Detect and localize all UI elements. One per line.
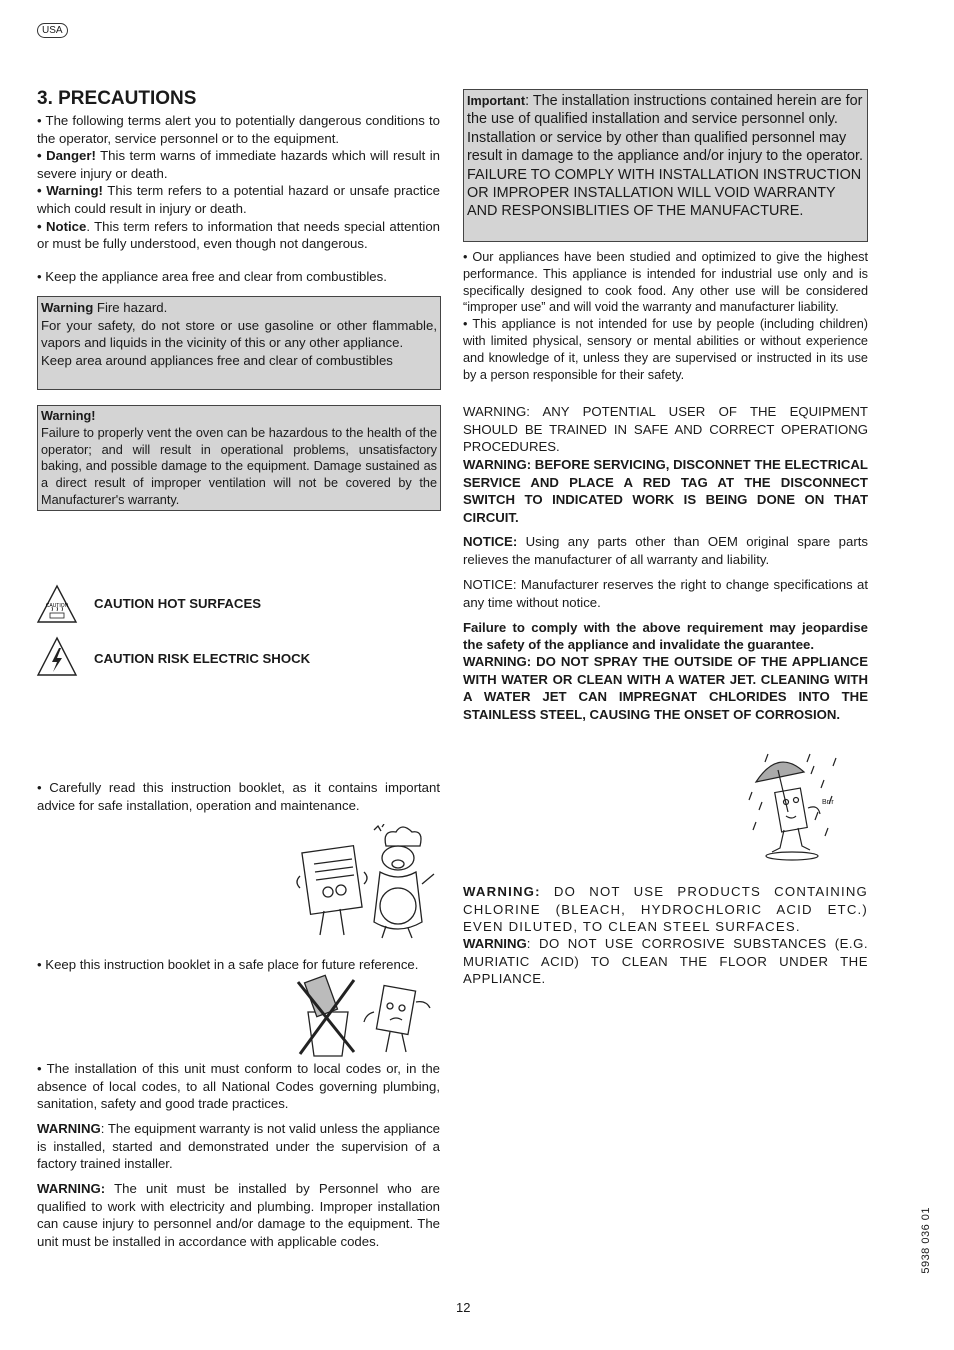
warranty-warning: WARNING: The equipment warranty is not valid unless the appliance is installed, started and demonstrated under the supervision of a factory trained installer. (37, 1121, 440, 1172)
not-intended-text: • This appliance is not intended for use by people (including children) with limited physical, sensory or mental abilities or without experience and knowledge of it, unless they are supervised or instructed in its use by a person responsible for their safety. (463, 317, 868, 382)
danger-definition: • Danger! This term warns of immediate hazards which will result in severe injury or death. (37, 148, 440, 181)
fire-hazard-text: For your safety, do not store or use gasoline or other flammable, vapors and liquids in the vicinity of this or any other appliance. (41, 317, 437, 351)
country-badge: USA (37, 23, 68, 38)
keep-booklet-text: • Keep this instruction booklet in a safe place for future reference. (37, 957, 419, 972)
training-warning: WARNING: ANY POTENTIAL USER OF THE EQUIPMENT SHOULD BE TRAINED IN SAFE AND CORRECT OPERATIONG PROCEDURES. (463, 404, 868, 454)
chlorine-warning: WARNING: DO NOT USE PRODUCTS CONTAINING CHLORINE (BLEACH, HYDROCHLORIC ACID ETC.) EVEN DILUTED, TO CLEAN STEEL SURFACES. (463, 884, 868, 935)
installation-codes-text: • The installation of this unit must conform to local codes or, in the absence of local codes, to all National Codes governing plumbing, sanitation, safety and good trade practices. (37, 1061, 440, 1112)
terms-intro (37, 112, 440, 253)
ventilation-warning-box: Warning! Failure to properly vent the oven can be hazardous to the health of the operator; and will result in operational problems, unsatisfactory baking, and possible damage to the equipment. Damage sustained as a direct result of improper ventilation will not be covered by the Manufacturer's warranty. (37, 405, 441, 511)
section-title: 3. PRECAUTIONS (37, 88, 197, 109)
studied-text: • Our appliances have been studied and optimized to give the highest performance. This appliance is intended for industrial use only and is specifically designed to cook food. Any other use will be considered “improper use” and will void the warranty and manufacturer liability. (463, 250, 868, 315)
notice-definition: • Notice. This term refers to information that needs special attention or must be fully understood, even though not dangerous. (37, 218, 440, 252)
specifications-notice: NOTICE: Manufacturer reserves the right to change specifications at any time without notice. (463, 577, 868, 610)
document-code: 5938 036 01 (920, 1207, 932, 1274)
rain-umbrella-illustration (748, 752, 844, 864)
hot-surface-warning-icon (36, 584, 78, 624)
qualified-personnel-warning: WARNING: The unit must be installed by Personnel who are qualified to work with electricity and plumbing. Improper installation can cause injury to personnel and/or damage to the equipment. The unit must be installed in accordance with applicable codes. (37, 1181, 440, 1249)
svg-text:Brrr: Brrr (822, 799, 834, 806)
ventilation-warning-text: Failure to properly vent the oven can be hazardous to the health of the operator; and will result in operational problems, unsatisfactory baking, and possible damage to the equipment. Damage sustained as a direct result of improper ventilation will not be covered by the Manufacturer's warranty. (41, 425, 437, 507)
oem-parts-notice: NOTICE: Using any parts other than OEM original spare parts relieves the manufacturer of all warranty and liability. (463, 534, 868, 567)
corrosive-warning: WARNING: DO NOT USE CORROSIVE SUBSTANCES (E.G. MURIATIC ACID) TO CLEAN THE FLOOR UNDER THE APPLIANCE. (463, 936, 868, 987)
caution-electric-shock: CAUTION RISK ELECTRIC SHOCK (94, 651, 311, 666)
warning-definition: • Warning! This term refers to a potential hazard or unsafe practice which could result in injury or death. (37, 183, 440, 216)
water-jet-warning: WARNING: DO NOT SPRAY THE OUTSIDE OF THE APPLIANCE WITH WATER OR CLEAN WITH A WATER JET. CLEANING WITH A WATER JET CAN IMPREGNAT CHLORIDES INTO THE STAINLESS STEEL, CAUSING THE ONSET OF CORROSION. (463, 654, 868, 722)
electric-shock-warning-icon (36, 636, 78, 678)
read-booklet-text: • Carefully read this instruction booklet, as it contains important advice for safe installation, operation and maintenance. (37, 780, 440, 813)
svg-text:CAUTION: CAUTION (45, 603, 69, 609)
intended-use-text (463, 249, 868, 383)
chef-reading-illustration (294, 824, 440, 942)
failure-to-comply: Failure to comply with the above requirement may jeopardise the safety of the appliance and invalidate the guarantee. (463, 620, 868, 653)
fire-hazard-box: Warning Fire hazard. For your safety, do not store or use gasoline or other flammable, vapors and liquids in the vicinity of this or any other appliance. Keep area around appliances free and clear of combustibles (37, 296, 441, 390)
page-number: 12 (456, 1300, 471, 1315)
servicing-warning: WARNING: BEFORE SERVICING, DISCONNET THE ELECTRICAL SERVICE AND PLACE A RED TAG AT THE DISCONNECT SWITCH TO INDICATED WORK IS BEING DONE ON THAT CIRCUIT. (463, 457, 868, 525)
fire-hazard-keep-clear: Keep area around appliances free and clear of combustibles (41, 352, 393, 368)
keep-area-text: • Keep the appliance area free and clear from combustibles. (37, 269, 387, 284)
important-installation-box: Important: The installation instructions contained herein are for the use of qualified installation and service personnel only. Installation or service by other than qualified personnel may result in damage to the appliance and/or injury to the operator. FAILURE TO COMPLY WITH INSTALLATION INSTRUCTION OR IMPROPER INSTALLATION WILL VOID WARRANTY AND RESPONSIBLITIES OF THE MANUFACTURE. (463, 89, 868, 242)
booklet-trash-illustration (294, 972, 440, 1058)
intro-text: • The following terms alert you to potentially dangerous conditions to the operator, service personnel or to the equipment. (37, 113, 440, 146)
caution-hot-surfaces: CAUTION HOT SURFACES (94, 596, 262, 611)
